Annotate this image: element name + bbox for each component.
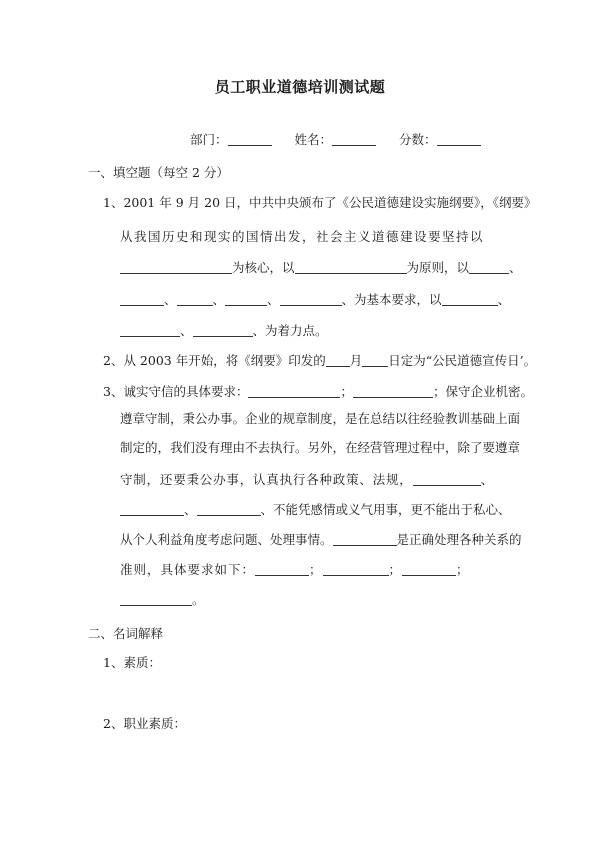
q3-sep: ； [340, 384, 353, 399]
q1-line4 [120, 290, 510, 308]
q1-text-principle: 为原则，以 [406, 260, 470, 275]
q1-text-basic: 、为基本要求，以 [341, 292, 442, 307]
q3-blank-9[interactable] [402, 563, 456, 576]
q3-text-interest: 从个人利益角度考虑问题、处理事情。 [120, 532, 333, 547]
q3-line2: 遵章守制，秉公办事。企业的规章制度，是在总结以往经验教训基础上面 [120, 411, 521, 426]
q1-line1: 1、2001 年 9 月 20 日，中共中央颁布了《公民道德建设实施纲要》，《纲要》 [103, 195, 537, 210]
term-item-2: 2、职业素质： [103, 716, 186, 731]
q1-blank-6[interactable] [225, 293, 267, 306]
q3-text-a: 3、诚实守信的具体要求： [103, 384, 249, 399]
dept-label: 部门： [190, 132, 228, 147]
q2-blank-day[interactable] [362, 354, 388, 367]
q3-text-secret: ；保守企业机密。 [432, 384, 533, 399]
q3-line4 [120, 470, 494, 488]
q1-line3 [120, 258, 522, 276]
q3-text-criterion: 是正确处理各种关系的 [396, 532, 522, 547]
q3-end: 。 [192, 592, 205, 607]
q3-sep: 、 [184, 502, 197, 517]
q1-sep: 、 [267, 292, 280, 307]
section2-heading: 二、名词解释 [88, 626, 164, 641]
q3-text-emotion: 、不能凭感情或义气用事，更不能出于私心、 [260, 502, 511, 517]
q3-blank-10[interactable] [120, 593, 192, 606]
q3-line3: 制定的，我们没有理由不去执行。另外，在经营管理过程中，除了要遵章 [120, 440, 521, 455]
dept-blank[interactable] [228, 133, 272, 146]
q1-sep: 、 [212, 292, 226, 307]
q1-blank-3[interactable] [469, 261, 509, 274]
q3-blank-1[interactable] [248, 385, 340, 398]
q1-line5 [120, 321, 328, 339]
q1-line2: 从我国历史和现实的国情出发，社会主义道德建设要坚持以 [120, 229, 485, 244]
q1-blank-1[interactable] [120, 261, 232, 274]
q1-sep: 、 [180, 323, 193, 338]
q3-sep: ； [388, 562, 403, 577]
name-blank[interactable] [332, 133, 376, 146]
q3-blank-2[interactable] [353, 385, 433, 398]
q2-text-a: 2、从 2003 年开始，将《纲要》印发的 [103, 353, 326, 368]
q3-blank-7[interactable] [255, 563, 309, 576]
q1-blank-4[interactable] [120, 293, 164, 306]
q1-blank-8[interactable] [442, 293, 498, 306]
q3-line1 [103, 382, 533, 400]
header-info [190, 130, 481, 148]
q2-line [103, 351, 536, 369]
q2-text-c: 日定为“公民道德宣传日’。 [388, 353, 537, 368]
q2-blank-month[interactable] [326, 354, 350, 367]
section1-heading: 一、填空题（每空 2 分） [88, 165, 229, 180]
q1-blank-2[interactable] [295, 261, 407, 274]
q1-blank-7[interactable] [280, 293, 342, 306]
q3-sep: 、 [480, 472, 494, 487]
q1-sep: 、 [509, 260, 522, 275]
q2-text-month: 月 [349, 353, 363, 368]
q3-blank-8[interactable] [323, 563, 389, 576]
term-item-1: 1、素质： [103, 655, 161, 670]
q1-sep: 、 [497, 292, 511, 307]
q1-blank-9[interactable] [120, 324, 180, 337]
q3-text-requirements: 准则，具体要求如下： [120, 562, 256, 577]
q1-blank-10[interactable] [193, 324, 253, 337]
score-label: 分数： [399, 132, 437, 147]
q3-text-policy: 守制，还要秉公办事，认真执行各种政策、法规， [120, 472, 413, 487]
q1-sep: 、 [164, 292, 177, 307]
q3-blank-3[interactable] [413, 473, 481, 486]
q3-line6 [120, 530, 522, 548]
q3-blank-6[interactable] [333, 533, 397, 546]
q3-line7 [120, 560, 470, 578]
q1-text-focus: 、为着力点。 [252, 323, 328, 338]
q3-sep: ； [309, 562, 323, 577]
q3-line8 [120, 590, 205, 608]
q3-blank-4[interactable] [120, 503, 184, 516]
page-title: 员工职业道德培训测试题 [214, 78, 386, 96]
q3-line5 [120, 500, 511, 518]
q3-blank-5[interactable] [197, 503, 261, 516]
name-label: 姓名： [294, 132, 333, 147]
q1-blank-5[interactable] [177, 293, 213, 306]
q3-sep: ； [456, 562, 470, 577]
score-blank[interactable] [437, 133, 481, 146]
q1-text-core: 为核心，以 [232, 260, 295, 275]
